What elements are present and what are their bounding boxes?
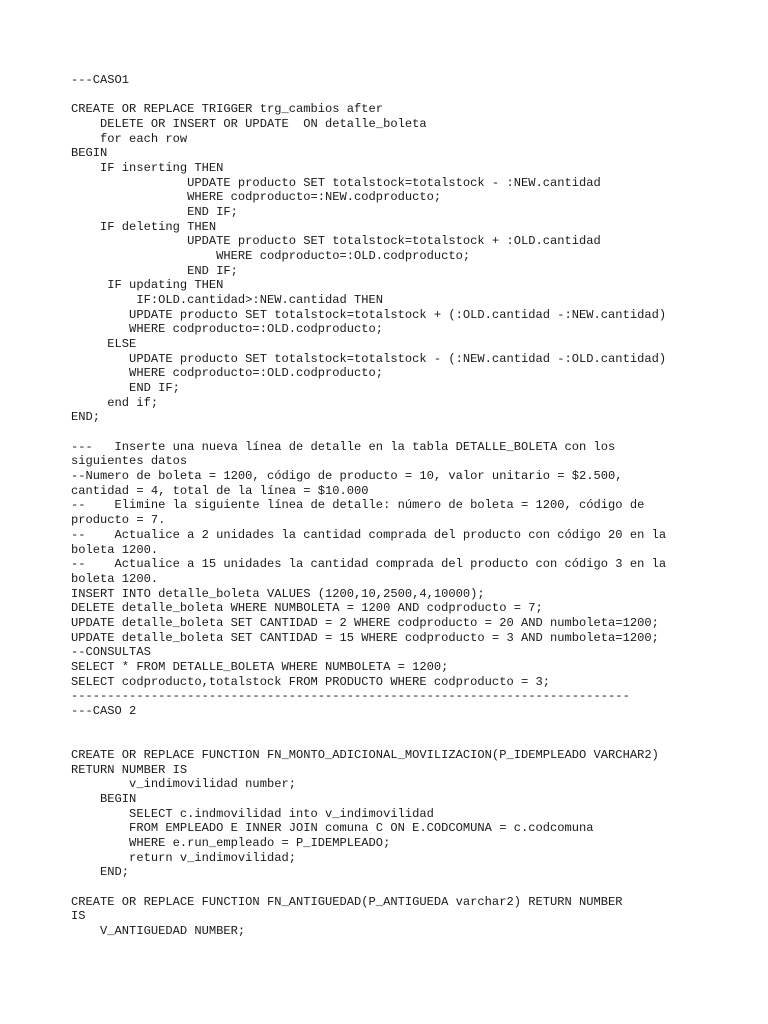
code-line xyxy=(71,88,751,103)
code-line: END IF; xyxy=(71,205,238,220)
code-line: V_ANTIGUEDAD NUMBER; xyxy=(71,923,246,938)
code-line: boleta 1200. xyxy=(71,571,159,586)
code-line: SELECT c.indmovilidad into v_indimovilidad xyxy=(71,806,434,821)
code-line: UPDATE producto SET totalstock=totalstock - (:NEW.cantidad -:OLD.cantidad) xyxy=(71,351,667,366)
code-line: END; xyxy=(71,410,101,425)
code-line: END; xyxy=(71,865,130,880)
code-line: WHERE codproducto=:OLD.codproducto; xyxy=(71,366,384,381)
code-line xyxy=(71,719,751,734)
code-line: UPDATE detalle_boleta SET CANTIDAD = 2 WHERE codproducto = 20 AND numboleta=1200; xyxy=(71,615,659,630)
code-line: UPDATE detalle_boleta SET CANTIDAD = 15 WHERE codproducto = 3 AND numboleta=1200; xyxy=(71,630,659,645)
code-line: for each row xyxy=(71,131,188,146)
code-line: BEGIN xyxy=(71,146,108,161)
code-line: IF:OLD.cantidad>:NEW.cantidad THEN xyxy=(71,293,384,308)
code-line: SELECT codproducto,totalstock FROM PRODUCTO WHERE codproducto = 3; xyxy=(71,674,550,689)
code-line: ELSE xyxy=(71,337,137,352)
code-line xyxy=(71,880,751,895)
code-line: cantidad = 4, total de la línea = $10.000 xyxy=(71,483,369,498)
code-line: CREATE OR REPLACE FUNCTION FN_MONTO_ADICIONAL_MOVILIZACION(P_IDEMPLEADO VARCHAR2) xyxy=(71,747,659,762)
code-line: WHERE codproducto=:OLD.codproducto; xyxy=(71,249,471,264)
code-line: CREATE OR REPLACE TRIGGER trg_cambios after xyxy=(71,102,384,117)
code-line xyxy=(71,733,751,748)
code-line: INSERT INTO detalle_boleta VALUES (1200,10,2500,4,10000); xyxy=(71,586,485,601)
code-line: ---CASO1 xyxy=(71,73,130,87)
code-line: IS xyxy=(71,909,86,924)
code-line: IF inserting THEN xyxy=(71,161,224,176)
code-line: --Numero de boleta = 1200, código de producto = 10, valor unitario = $2.500, xyxy=(71,469,623,484)
code-line: IF deleting THEN xyxy=(71,219,217,234)
code-line: -- Actualice a 2 unidades la cantidad comprada del producto con código 20 en la xyxy=(71,527,667,542)
code-line: WHERE codproducto=:OLD.codproducto; xyxy=(71,322,384,337)
code-line: CREATE OR REPLACE FUNCTION FN_ANTIGUEDAD(P_ANTIGUEDA varchar2) RETURN NUMBER xyxy=(71,894,623,909)
code-line: --- Inserte una nueva línea de detalle en la tabla DETALLE_BOLETA con los xyxy=(71,439,616,454)
code-line xyxy=(71,425,751,440)
code-line: v_indimovilidad number; xyxy=(71,777,296,792)
code-line: WHERE codproducto=:NEW.codproducto; xyxy=(71,190,442,205)
code-line: --CONSULTAS xyxy=(71,645,151,660)
code-line: DELETE detalle_boleta WHERE NUMBOLETA = 1200 AND codproducto = 7; xyxy=(71,601,543,616)
code-line: END IF; xyxy=(71,381,180,396)
code-line: WHERE e.run_empleado = P_IDEMPLEADO; xyxy=(71,835,391,850)
code-line: -- Actualice a 15 unidades la cantidad comprada del producto con código 3 en la xyxy=(71,557,667,572)
code-line: return v_indimovilidad; xyxy=(71,850,296,865)
code-line: ----------------------------------------------------------------------------- xyxy=(71,689,630,704)
code-line: RETURN NUMBER IS xyxy=(71,762,188,777)
code-line: siguientes datos xyxy=(71,454,188,469)
code-line: BEGIN xyxy=(71,791,137,806)
code-line: end if; xyxy=(71,395,159,410)
code-line: UPDATE producto SET totalstock=totalstock - :NEW.cantidad xyxy=(71,175,601,190)
code-line: SELECT * FROM DETALLE_BOLETA WHERE NUMBOLETA = 1200; xyxy=(71,659,449,674)
code-line: UPDATE producto SET totalstock=totalstock + (:OLD.cantidad -:NEW.cantidad) xyxy=(71,307,667,322)
code-line: DELETE OR INSERT OR UPDATE ON detalle_boleta xyxy=(71,117,427,132)
code-text-block xyxy=(71,73,751,939)
code-line: FROM EMPLEADO E INNER JOIN comuna C ON E.CODCOMUNA = c.codcomuna xyxy=(71,821,594,836)
code-line: producto = 7. xyxy=(71,513,166,528)
code-line: END IF; xyxy=(71,263,238,278)
code-line: UPDATE producto SET totalstock=totalstock + :OLD.cantidad xyxy=(71,234,601,249)
code-line: ---CASO 2 xyxy=(71,703,137,718)
code-line: IF updating THEN xyxy=(71,278,224,293)
code-line: boleta 1200. xyxy=(71,542,159,557)
code-line: -- Elimine la siguiente línea de detalle: número de boleta = 1200, código de xyxy=(71,498,645,513)
